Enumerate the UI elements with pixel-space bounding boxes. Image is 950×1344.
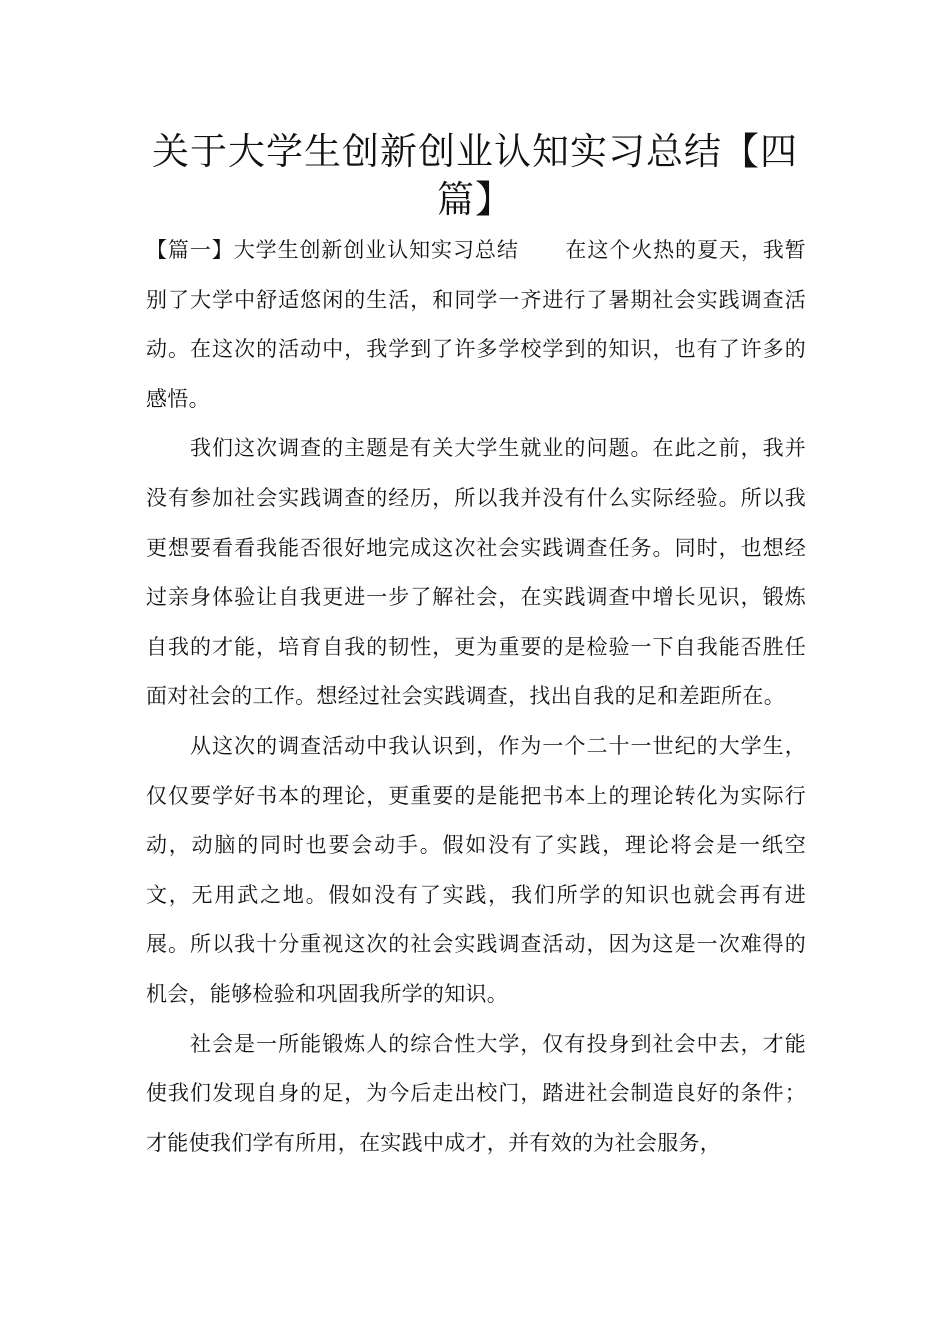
paragraph-3: 从这次的调查活动中我认识到，作为一个二十一世纪的大学生，仅仅要学好书本的理论，更重要的是能把书本上的理论转化为实际行动，动脑的同时也要会动手。假如没有了实践，理论将会是一纸空文，无用武之地。假如没有了实践，我们所学的知识也就会再有进展。所以我十分重视这次的社会实践调查活动，因为这是一次难得的机会，能够检验和巩固我所学的知识。 xyxy=(146,733,806,1006)
paragraph-1-text: 在这个火热的夏天，我暂别了大学中舒适悠闲的生活，和同学一齐进行了暑期社会实践调查活动。在这次的活动中，我学到了许多学校学到的知识，也有了许多的感悟。 xyxy=(146,238,806,411)
paragraph-4: 社会是一所能锻炼人的综合性大学，仅有投身到社会中去，才能使我们发现自身的足，为今后走出校门，踏进社会制造良好的条件；才能使我们学有所用，在实践中成才，并有效的为社会服务， xyxy=(146,1031,806,1155)
section-heading: 【篇一】大学生创新创业认知实习总结 xyxy=(146,238,519,262)
document-body xyxy=(146,226,806,1168)
document-title: 关于大学生创新创业认知实习总结【四篇】 xyxy=(152,130,798,221)
paragraph-1 xyxy=(146,226,806,424)
paragraph-2: 我们这次调查的主题是有关大学生就业的问题。在此之前，我并没有参加社会实践调查的经历，所以我并没有什么实际经验。所以我更想要看看我能否很好地完成这次社会实践调查任务。同时，也想经过亲身体验让自我更进一步了解社会，在实践调查中增长见识，锻炼自我的才能，培育自我的韧性，更为重要的是检验一下自我能否胜任面对社会的工作。想经过社会实践调查，找出自我的足和差距所在。 xyxy=(146,436,806,709)
